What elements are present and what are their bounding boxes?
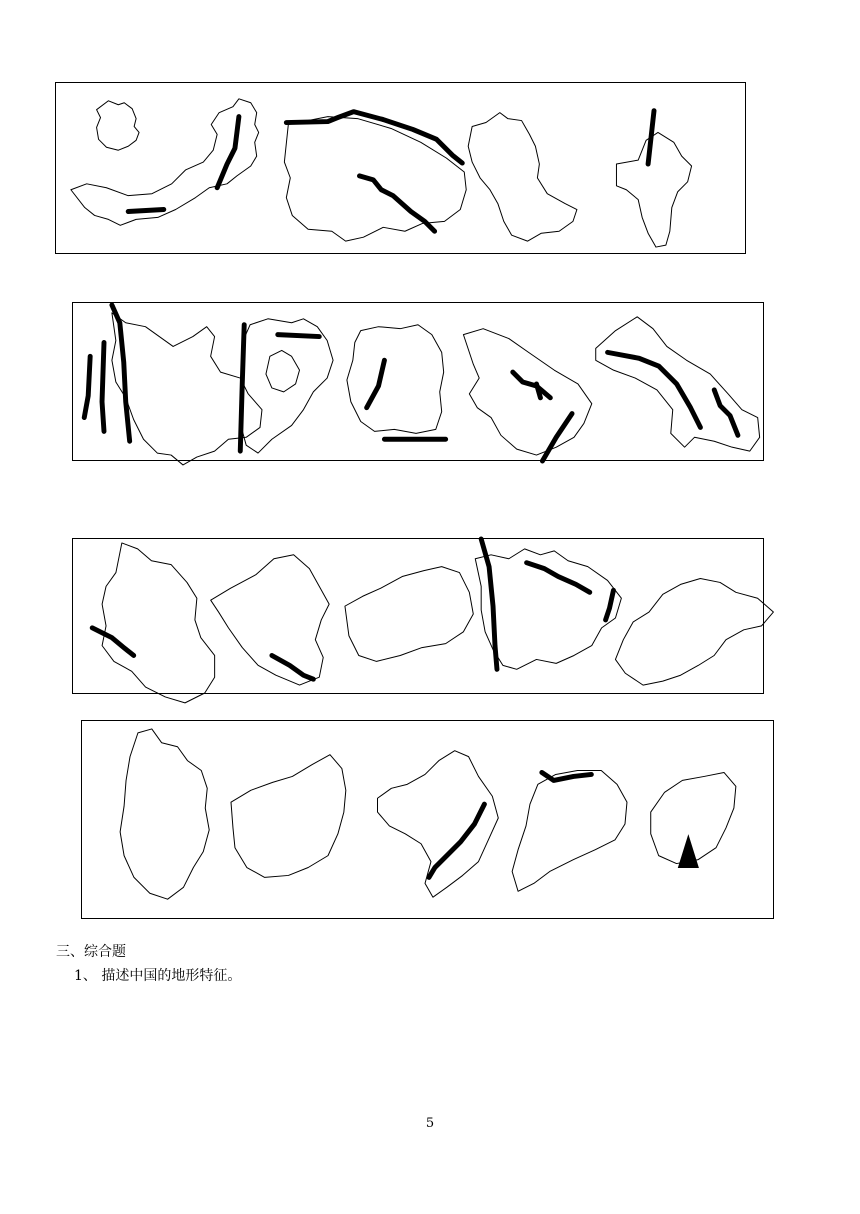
question-item: 1、 描述中国的地形特征。	[74, 968, 242, 984]
province-outline	[651, 772, 736, 863]
province-outlines-row-2	[73, 303, 763, 460]
boundary-line-mark	[513, 372, 551, 398]
province-outline	[512, 770, 627, 891]
map-panel-2	[72, 302, 764, 461]
province-outline	[211, 555, 329, 685]
boundary-line-mark	[542, 772, 591, 780]
province-outline	[616, 132, 691, 247]
province-outline	[102, 543, 215, 703]
province-outline	[378, 751, 499, 898]
boundary-line-mark	[278, 335, 319, 337]
province-outline	[97, 101, 140, 150]
boundary-line-mark	[272, 655, 313, 679]
boundary-line-mark	[128, 210, 164, 212]
province-outline	[231, 755, 346, 878]
province-outlines-row-3	[73, 539, 763, 693]
boundary-line-mark	[648, 111, 654, 164]
boundary-line-mark	[542, 414, 572, 461]
section-heading: 三、综合题	[56, 944, 126, 960]
map-panel-1	[55, 82, 746, 254]
boundary-line-mark	[606, 590, 614, 620]
province-outline	[120, 729, 209, 899]
page-number: 5	[425, 1116, 435, 1131]
map-panel-3	[72, 538, 764, 694]
province-outlines-row-4	[82, 721, 773, 918]
province-outline	[615, 578, 773, 685]
map-panel-4	[81, 720, 774, 919]
boundary-line-mark	[714, 390, 738, 435]
province-outline	[345, 567, 473, 662]
boundary-line-mark	[92, 628, 133, 656]
boundary-line-mark	[367, 360, 385, 407]
boundary-line-mark	[84, 356, 90, 417]
boundary-line-mark	[527, 563, 590, 593]
boundary-line-mark	[359, 176, 434, 231]
boundary-line-mark	[102, 342, 104, 431]
province-outline	[463, 329, 591, 455]
province-outline	[347, 325, 444, 434]
north-arrow-icon	[678, 836, 698, 868]
boundary-line-mark	[481, 539, 497, 669]
province-outline	[468, 113, 577, 241]
boundary-line-mark	[608, 352, 701, 427]
boundary-line-mark	[429, 804, 484, 877]
boundary-line-mark	[240, 325, 244, 451]
province-outlines-row-1	[56, 83, 745, 253]
province-outline	[266, 350, 300, 391]
